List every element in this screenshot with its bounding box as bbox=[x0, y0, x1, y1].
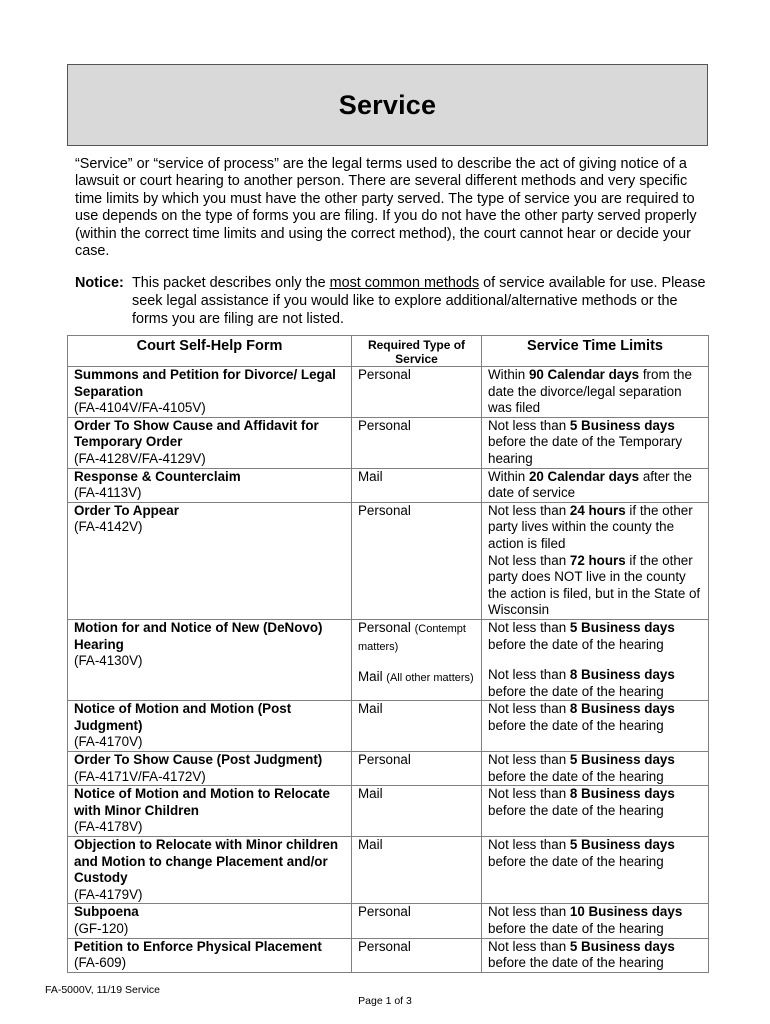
time-limit-post: before the date of the hearing bbox=[488, 802, 664, 818]
time-limit-cell bbox=[482, 938, 709, 972]
form-name: Notice of Motion and Motion to Relocate with Minor Children bbox=[74, 786, 330, 818]
table-body bbox=[68, 367, 709, 973]
time-limit-2 bbox=[488, 553, 708, 619]
service-cell bbox=[352, 786, 482, 837]
table-row bbox=[68, 786, 709, 837]
time-limit-cell bbox=[482, 468, 709, 502]
service-type bbox=[358, 786, 481, 803]
form-name: Objection to Relocate with Minor children and Motion to change Placement and/or Custody bbox=[74, 837, 339, 886]
service-type bbox=[358, 752, 481, 769]
time-limit-bold: 72 hours bbox=[569, 552, 626, 568]
service-cell bbox=[352, 837, 482, 904]
time-limit-post: from the date the divorce/legal separation was filed bbox=[488, 367, 692, 416]
time-limit-bold: 8 Business days bbox=[569, 786, 675, 802]
form-code: (FA-4104V/FA-4105V) bbox=[74, 400, 206, 416]
time-limit-post: before the date of the hearing bbox=[488, 853, 664, 869]
time-limit-cell bbox=[482, 904, 709, 938]
form-code: (GF-120) bbox=[74, 921, 129, 936]
service-type bbox=[358, 367, 481, 384]
time-limit-pre: Not less than bbox=[488, 786, 570, 802]
service-table bbox=[67, 335, 709, 973]
time-limit-pre: Not less than bbox=[488, 904, 570, 920]
time-limit-2 bbox=[488, 667, 708, 700]
form-name: Petition to Enforce Physical Placement bbox=[74, 938, 322, 954]
form-name: Order To Show Cause (Post Judgment) bbox=[74, 752, 323, 768]
time-limit-bold: 8 Business days bbox=[569, 701, 675, 717]
time-limit-cell bbox=[482, 417, 709, 468]
form-code: (FA-4128V/FA-4129V) bbox=[74, 450, 206, 466]
form-name: Motion for and Notice of New (DeNovo) Hearing bbox=[74, 619, 323, 652]
form-code: (FA-4170V) bbox=[74, 734, 143, 750]
time-limit bbox=[488, 367, 708, 417]
time-limit-pre: Not less than bbox=[488, 837, 570, 853]
notice-underlined: most common methods bbox=[329, 275, 480, 291]
form-cell bbox=[68, 417, 352, 468]
time-limit-bold: 24 hours bbox=[569, 502, 626, 518]
service-cell bbox=[352, 417, 482, 468]
form-cell bbox=[68, 752, 352, 786]
notice-text-after: of service available for use. Please seek legal assistance if you would like to explore additional/alternative methods or the forms you are filing are not listed. bbox=[132, 275, 706, 327]
time-limit-post: before the date of the hearing bbox=[488, 717, 664, 733]
table-row bbox=[68, 904, 709, 938]
service-type bbox=[358, 418, 481, 435]
time-limit-bold: 20 Calendar days bbox=[528, 468, 640, 484]
page-number: Page 1 of 3 bbox=[358, 995, 412, 1007]
form-cell bbox=[68, 837, 352, 904]
time-limit-bold: 8 Business days bbox=[569, 667, 675, 683]
service-type-label: Mail bbox=[358, 468, 383, 484]
time-limit-bold: 5 Business days bbox=[569, 938, 675, 954]
form-cell bbox=[68, 502, 352, 619]
time-limit-bold: 10 Business days bbox=[569, 904, 683, 920]
time-limit-pre: Not less than bbox=[488, 417, 570, 433]
spacer bbox=[358, 655, 481, 669]
table-row bbox=[68, 417, 709, 468]
header-form: Court Self-Help Form bbox=[68, 336, 352, 367]
service-cell bbox=[352, 904, 482, 938]
service-type-label: Personal bbox=[358, 417, 411, 433]
form-cell bbox=[68, 468, 352, 502]
service-type-label: Personal bbox=[358, 752, 411, 768]
service-type bbox=[358, 620, 481, 655]
time-limit bbox=[488, 786, 708, 819]
service-type bbox=[358, 939, 481, 956]
service-type-label: Personal bbox=[358, 619, 411, 635]
service-cell bbox=[352, 367, 482, 418]
form-code: (FA-4113V) bbox=[74, 485, 142, 501]
service-type-label: Mail bbox=[358, 701, 383, 717]
form-cell bbox=[68, 701, 352, 752]
table-row bbox=[68, 752, 709, 786]
intro-paragraph: “Service” or “service of process” are the legal terms used to describe the act of giving notice of a lawsuit or court hearing to another person. There are several different methods and very specific time limits by which you must have the other party served. The type of service you are required to use depends on the type of forms you are filing. If you do not have the other party served properly (within the correct time limits and using the correct method), the court cannot hear or decide your case. bbox=[75, 156, 697, 260]
time-limit-bold: 5 Business days bbox=[569, 837, 675, 853]
service-type-label: Mail bbox=[358, 669, 383, 685]
service-type bbox=[358, 701, 481, 718]
header-service-type: Required Type of Service bbox=[352, 336, 482, 367]
service-type bbox=[358, 904, 481, 921]
page-title: Service bbox=[338, 89, 437, 120]
form-name: Order To Appear bbox=[74, 502, 179, 518]
time-limit-post: before the date of the hearing bbox=[488, 683, 664, 699]
form-code: (FA-4179V) bbox=[74, 886, 143, 902]
time-limit-cell bbox=[482, 786, 709, 837]
time-limit-pre: Not less than bbox=[488, 552, 570, 568]
time-limit-pre: Not less than bbox=[488, 502, 570, 518]
time-limit-post: before the date of the hearing bbox=[488, 636, 664, 652]
service-type-note: (All other matters) bbox=[386, 672, 474, 685]
service-type-label: Personal bbox=[358, 904, 411, 920]
time-limit-post: before the date of the hearing bbox=[488, 768, 664, 784]
time-limit-pre: Not less than bbox=[488, 752, 570, 768]
form-cell bbox=[68, 367, 352, 418]
form-code: (FA-4142V) bbox=[74, 519, 143, 535]
table-row bbox=[68, 837, 709, 904]
table-row bbox=[68, 502, 709, 619]
service-type-label: Personal bbox=[358, 938, 411, 954]
time-limit-post: before the date of the Temporary hearing bbox=[488, 434, 683, 466]
time-limit-post: if the other party does NOT live in the county the action is filed, but in the State of Wisconsin bbox=[488, 552, 701, 618]
time-limit-cell bbox=[482, 367, 709, 418]
time-limit bbox=[488, 701, 708, 734]
table-row bbox=[68, 701, 709, 752]
notice-label: Notice: bbox=[75, 275, 124, 291]
notice-block bbox=[75, 274, 707, 328]
table-header-row bbox=[68, 336, 709, 367]
time-limit bbox=[488, 418, 708, 468]
service-type-label: Mail bbox=[358, 837, 383, 853]
time-limit bbox=[488, 837, 708, 870]
time-limit-pre: Not less than bbox=[488, 667, 570, 683]
service-cell bbox=[352, 752, 482, 786]
form-name: Response & Counterclaim bbox=[74, 468, 241, 484]
title-banner bbox=[67, 64, 708, 146]
time-limit-bold: 90 Calendar days bbox=[528, 367, 640, 382]
form-cell bbox=[68, 938, 352, 972]
time-limit-bold: 5 Business days bbox=[569, 752, 675, 768]
time-limit-bold: 5 Business days bbox=[569, 417, 675, 433]
time-limit-pre: Not less than bbox=[488, 938, 570, 954]
form-cell bbox=[68, 904, 352, 938]
time-limit-cell bbox=[482, 502, 709, 619]
time-limit bbox=[488, 469, 708, 502]
service-type bbox=[358, 503, 481, 520]
table-row bbox=[68, 938, 709, 972]
table-row bbox=[68, 619, 709, 700]
time-limit-cell bbox=[482, 752, 709, 786]
time-limit-pre: Not less than bbox=[488, 619, 570, 635]
service-type-label: Mail bbox=[358, 786, 383, 802]
time-limit bbox=[488, 939, 708, 972]
service-type bbox=[358, 837, 481, 854]
table-row bbox=[68, 367, 709, 418]
form-code: (FA-4171V/FA-4172V) bbox=[74, 768, 206, 784]
form-code: (FA-609) bbox=[74, 955, 127, 971]
time-limit-bold: 5 Business days bbox=[569, 619, 675, 635]
time-limit-cell bbox=[482, 619, 709, 700]
form-name: Notice of Motion and Motion (Post Judgment) bbox=[74, 701, 292, 733]
form-id: FA-5000V, 11/19 Service bbox=[45, 984, 160, 996]
notice-text-before: This packet describes only the bbox=[132, 275, 330, 291]
form-name: Subpoena bbox=[74, 904, 139, 920]
time-limit-post: before the date of the hearing bbox=[488, 921, 664, 936]
spacer bbox=[488, 653, 708, 667]
service-type-label: Personal bbox=[358, 502, 411, 518]
time-limit-pre: Within bbox=[488, 468, 529, 484]
form-cell bbox=[68, 786, 352, 837]
form-code: (FA-4130V) bbox=[74, 653, 143, 669]
time-limit-pre: Not less than bbox=[488, 701, 570, 717]
service-type-label: Personal bbox=[358, 367, 411, 382]
time-limit-post: if the other party lives within the county the action is filed bbox=[488, 502, 693, 551]
service-cell bbox=[352, 468, 482, 502]
service-cell bbox=[352, 619, 482, 700]
service-type-note: (Contempt matters) bbox=[358, 622, 466, 653]
service-cell bbox=[352, 701, 482, 752]
service-cell bbox=[352, 502, 482, 619]
time-limit bbox=[488, 620, 708, 653]
form-name: Summons and Petition for Divorce/ Legal Separation bbox=[74, 367, 336, 399]
form-cell bbox=[68, 619, 352, 700]
time-limit bbox=[488, 904, 708, 937]
time-limit-post: before the date of the hearing bbox=[488, 955, 664, 971]
notice-text bbox=[132, 274, 707, 328]
time-limit-cell bbox=[482, 701, 709, 752]
service-cell bbox=[352, 938, 482, 972]
form-name: Order To Show Cause and Affidavit for Temporary Order bbox=[74, 417, 319, 450]
form-code: (FA-4178V) bbox=[74, 819, 143, 835]
time-limit bbox=[488, 752, 708, 785]
header-time-limits: Service Time Limits bbox=[482, 336, 709, 367]
service-type-2 bbox=[358, 669, 481, 687]
time-limit-cell bbox=[482, 837, 709, 904]
time-limit bbox=[488, 503, 708, 553]
time-limit-pre: Within bbox=[488, 367, 529, 382]
service-type bbox=[358, 469, 481, 486]
time-limit-post: after the date of service bbox=[488, 468, 692, 501]
table-row bbox=[68, 468, 709, 502]
